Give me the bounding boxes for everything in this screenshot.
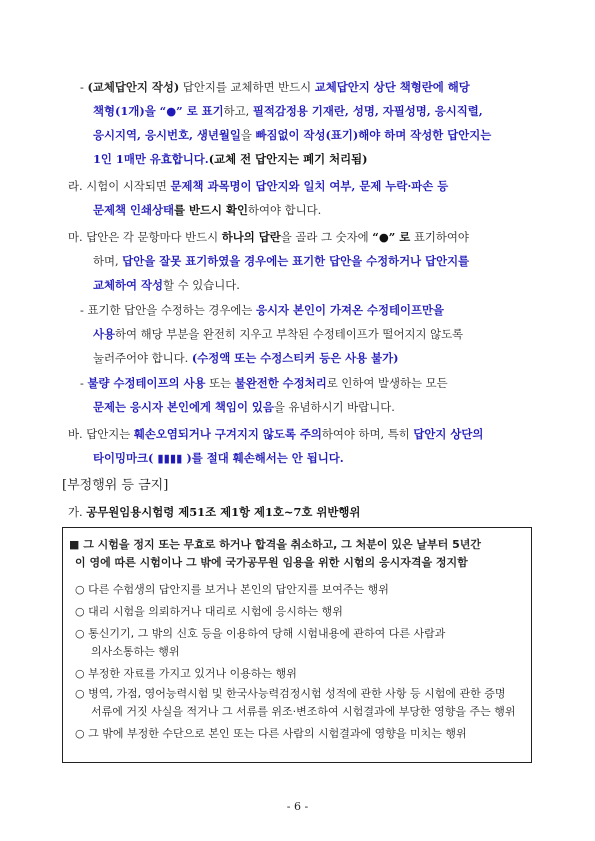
item-ba-line-2 bbox=[93, 450, 344, 466]
item-ga bbox=[68, 504, 360, 520]
penalty-item-continuation: 서류에 거짓 사실을 적거나 그 서류를 위조·변조하여 시험결과에 부당한 영향을 주는 행위 bbox=[91, 705, 516, 718]
bad-tape-line-2 bbox=[93, 399, 395, 415]
emphasis-span: (교체 전 답안지는 폐기 처리됨) bbox=[208, 152, 368, 166]
text-span: 바. 답안지는 bbox=[68, 427, 134, 441]
item-ra-line-2 bbox=[93, 202, 321, 218]
emphasis-span: 불완전한 수정처리 bbox=[234, 376, 327, 390]
item-ma-line-2 bbox=[93, 253, 469, 269]
page-number: - 6 - bbox=[286, 800, 309, 813]
penalty-item: ○ 통신기기, 그 밖의 신호 등을 이용하여 당해 시험내용에 관하여 다른 사람과 bbox=[75, 627, 446, 640]
correction-tape-line-3 bbox=[93, 350, 399, 366]
text-span: 하며, bbox=[93, 254, 123, 268]
emphasis-span: (수정액 또는 수정스티커 등은 사용 불가) bbox=[191, 351, 399, 365]
text-span: 하여야 하며, 특히 bbox=[321, 427, 414, 441]
text-span: 을 bbox=[240, 128, 256, 142]
emphasis-span: 를 반드시 확인 bbox=[174, 203, 248, 217]
emphasis-span: 빠짐없이 작성(표기)해야 하며 작성한 답안지는 bbox=[255, 128, 492, 142]
text-span: 할 수 있습니다. bbox=[163, 278, 240, 292]
item-ba-line-1 bbox=[68, 426, 483, 442]
item-ra-line-1 bbox=[68, 178, 448, 194]
emphasis-span: 불량 수정테이프의 사용 bbox=[87, 376, 206, 390]
emphasis-span: 교체하여 작성 bbox=[93, 278, 163, 292]
emphasis-span: 답안지 상단의 bbox=[413, 427, 484, 441]
emphasis-span: 필적감정용 기재란, 성명, 자필성명, 응시직렬, bbox=[252, 104, 483, 118]
emphasis-span: 책형(1개)을 “●” 로 표기 bbox=[93, 104, 224, 118]
emphasis-span: 타이밍마크( ▮▮▮▮ )를 절대 훼손해서는 안 됩니다. bbox=[93, 451, 344, 465]
text-span: 로 인하여 발생하는 모든 bbox=[326, 376, 448, 390]
penalty-box-heading-1: ■ 그 시험을 정지 또는 무효로 하거나 합격을 취소하고, 그 처분이 있은 날부터 5년간 bbox=[69, 538, 482, 551]
penalty-item: ○ 대리 시험을 의뢰하거나 대리로 시험에 응시하는 행위 bbox=[75, 605, 343, 618]
emphasis-span: 하나의 답란 bbox=[221, 230, 281, 244]
penalty-item-continuation: 의사소통하는 행위 bbox=[91, 645, 180, 658]
penalty-box bbox=[62, 527, 532, 763]
bad-tape-line-1 bbox=[80, 375, 448, 391]
emphasis-span: 1인 1매만 유효합니다. bbox=[93, 152, 209, 166]
text-span: 답안지를 교체하면 반드시 bbox=[179, 80, 315, 94]
correction-tape-line-1 bbox=[80, 302, 444, 318]
emphasis-span: 답안을 잘못 표기하였을 경우에는 표기한 답안을 수정하거나 답안지를 bbox=[122, 254, 470, 268]
item-ma-line-1 bbox=[68, 229, 469, 245]
emphasis-span: “●” 로 bbox=[372, 230, 411, 244]
emphasis-span: 공무원임용시험령 제51조 제1항 제1호~7호 위반행위 bbox=[86, 505, 361, 519]
text-span: 을 유념하시기 바랍니다. bbox=[273, 400, 395, 414]
replacement-sheet-line-2 bbox=[93, 103, 483, 119]
emphasis-span: 문제책 인쇄상태 bbox=[93, 203, 174, 217]
text-span: - bbox=[80, 376, 88, 390]
emphasis-span: 교체답안지 상단 책형란에 해당 bbox=[314, 80, 470, 94]
replacement-sheet-line-4 bbox=[93, 151, 367, 167]
text-span: 마. 답안은 각 문항마다 반드시 bbox=[68, 230, 222, 244]
bullet-dash: - bbox=[80, 80, 88, 94]
replacement-sheet-line-1 bbox=[80, 79, 470, 95]
emphasis-span: 사용 bbox=[93, 327, 116, 341]
emphasis-span: 문제책 과목명이 답안지와 일치 여부, 문제 누락·파손 등 bbox=[170, 179, 449, 193]
text-span: - 표기한 답안을 수정하는 경우에는 bbox=[80, 303, 257, 317]
text-span: 눌러주어야 합니다. bbox=[93, 351, 192, 365]
text-span: 을 골라 그 숫자에 bbox=[280, 230, 373, 244]
emphasis-span: 응시자 본인이 가져온 수정테이프만을 bbox=[256, 303, 444, 317]
text-span: 하여 해당 부분을 완전히 지우고 부착된 수정테이프가 떨어지지 않도록 bbox=[115, 327, 464, 341]
text-span: 표기하여야 bbox=[410, 230, 469, 244]
penalty-item: ○ 병역, 가점, 영어능력시험 및 한국사능력검정시험 성적에 관한 사항 등 시험에 관한 증명 bbox=[75, 687, 506, 700]
text-span: 가. bbox=[68, 505, 87, 519]
text-span: 하고, bbox=[223, 104, 253, 118]
item-ma-line-3 bbox=[93, 277, 240, 293]
text-span: 라. 시험이 시작되면 bbox=[68, 179, 171, 193]
replacement-sheet-line-3 bbox=[93, 127, 491, 143]
replacement-sheet-heading: (교체답안지 작성) bbox=[87, 80, 180, 94]
penalty-item: ○ 다른 수험생의 답안지를 보거나 본인의 답안지를 보여주는 행위 bbox=[75, 583, 389, 596]
emphasis-span: 훼손오염되거나 구겨지지 않도록 주의 bbox=[133, 427, 322, 441]
section-title: [부정행위 등 금지] bbox=[62, 478, 169, 493]
emphasis-span: 문제는 응시자 본인에게 책임이 있음 bbox=[93, 400, 274, 414]
correction-tape-line-2 bbox=[93, 326, 463, 342]
penalty-item: ○ 부정한 자료를 가지고 있거나 이용하는 행위 bbox=[75, 667, 297, 680]
penalty-box-heading-2: 이 영에 따른 시험이나 그 밖에 국가공무원 임용을 위한 시험의 응시자격을 정지함 bbox=[75, 556, 468, 569]
text-span: 또는 bbox=[205, 376, 235, 390]
text-span: 하여야 합니다. bbox=[247, 203, 322, 217]
penalty-item: ○ 그 밖에 부정한 수단으로 본인 또는 다른 사람의 시험결과에 영향을 미치는 행위 bbox=[75, 727, 467, 740]
emphasis-span: 응시지역, 응시번호, 생년월일 bbox=[93, 128, 241, 142]
